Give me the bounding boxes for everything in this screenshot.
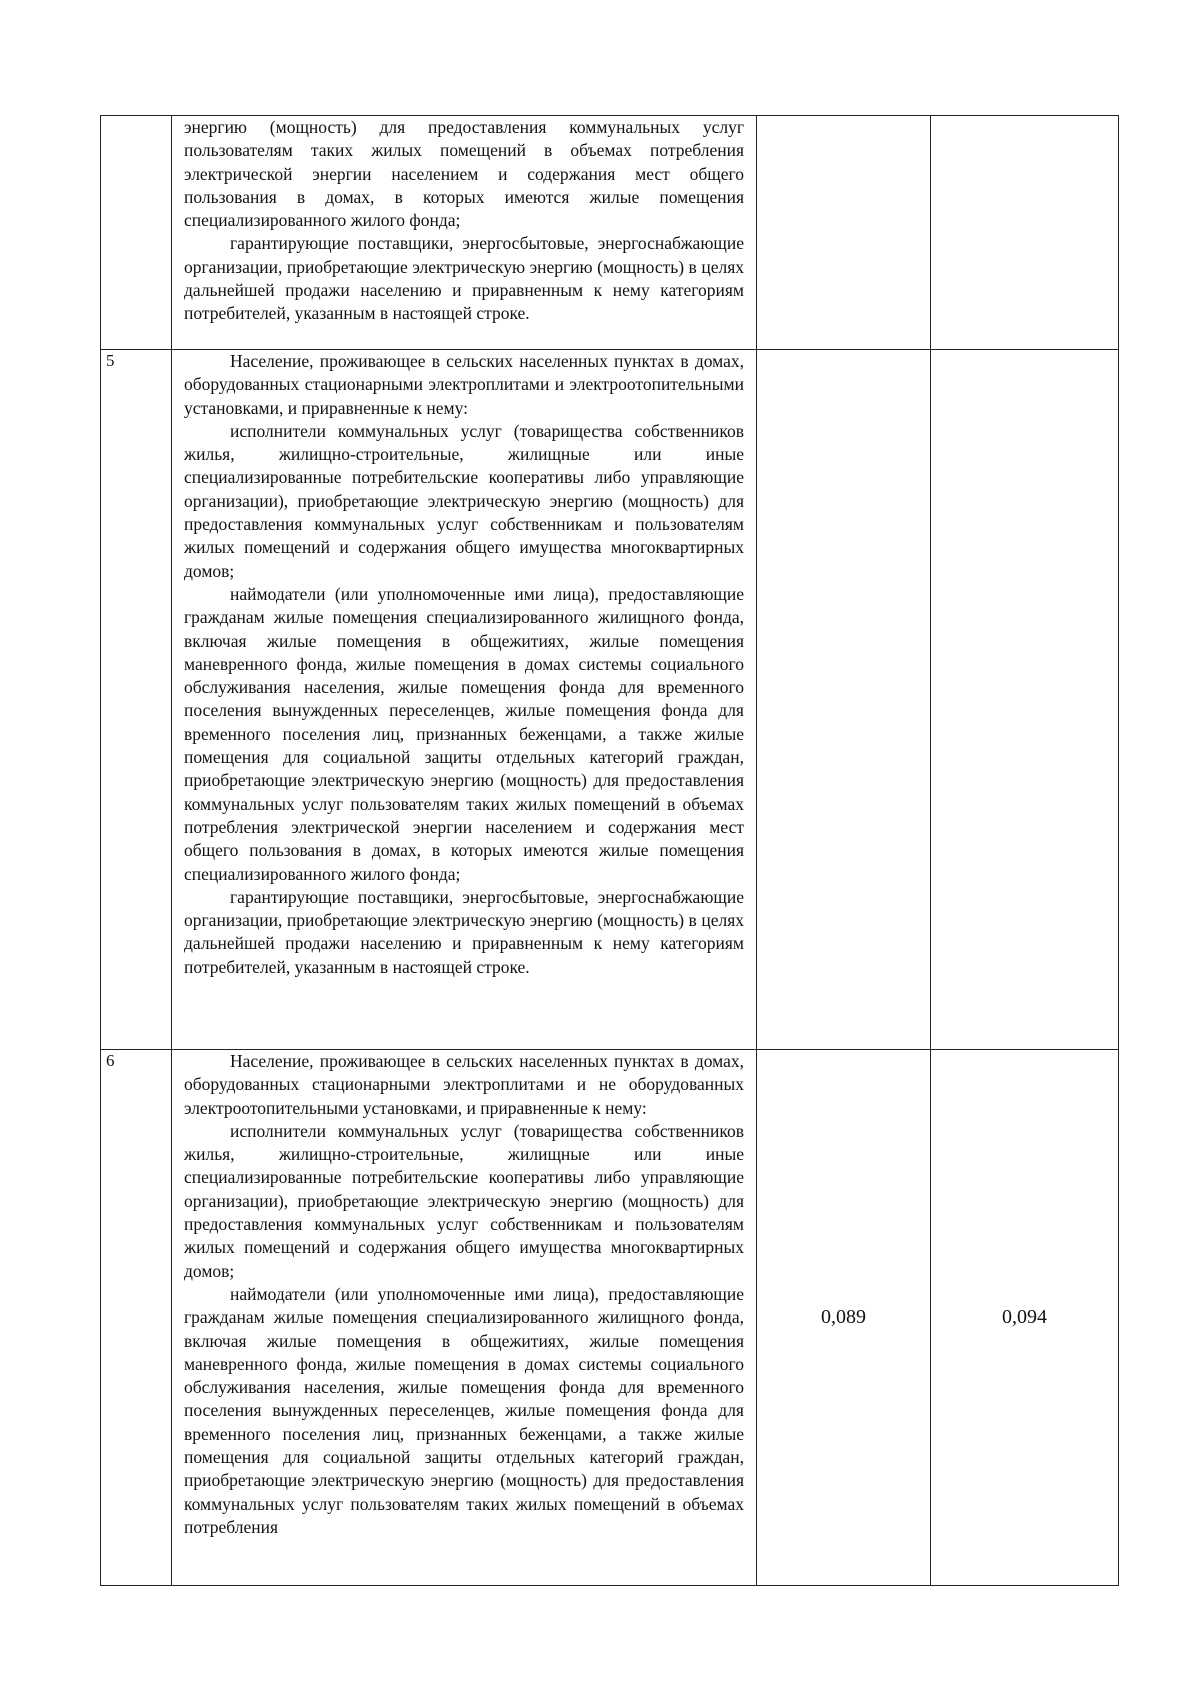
row-number: [101, 116, 172, 350]
row-number: 5: [101, 350, 172, 1050]
paragraph: наймодатели (или уполномоченные ими лица), предоставляющие гражданам жилые помещения специализированного жилищного фонда, включая жилые помещения в общежитиях, жилые помещения маневренного фонда, жилые помещения в домах системы социального обслуживания населения, жилые помещения фонда для временного поселения вынужденных переселенцев, жилые помещения фонда для временного поселения лиц, признанных беженцами, а также жилые помещения для социальной защиты отдельных категорий граждан, приобретающие электрическую энергию (мощность) для предоставления коммунальных услуг пользователям таких жилых помещений в объемах потребления: [184, 1283, 744, 1537]
paragraph: гарантирующие поставщики, энергосбытовые, энергоснабжающие организации, приобретающие электрическую энергию (мощность) в целях дальнейшей продажи населению и приравненным к нему категориям потребителей, указанным в настоящей строке.: [184, 886, 744, 977]
row-description: [172, 350, 757, 1050]
table-row: [101, 350, 1119, 1050]
value-cell-1: 0,089: [757, 1050, 931, 1586]
paragraph: гарантирующие поставщики, энергосбытовые, энергоснабжающие организации, приобретающие электрическую энергию (мощность) в целях дальнейшей продажи населению и приравненным к нему категориям потребителей, указанным в настоящей строке.: [184, 233, 744, 324]
value-cell-2: [931, 350, 1119, 1050]
value-cell-1: [757, 116, 931, 350]
paragraph: исполнители коммунальных услуг (товарищества собственников жилья, жилищно-строительные, жилищные или иные специализированные потребительские кооперативы либо управляющие организации), приобретающие электрическую энергию (мощность) для предоставления коммунальных услуг собственникам и пользователям жилых помещений и содержания общего имущества многоквартирных домов;: [184, 1120, 744, 1281]
paragraph: исполнители коммунальных услуг (товарищества собственников жилья, жилищно-строительные, жилищные или иные специализированные потребительские кооперативы либо управляющие организации), приобретающие электрическую энергию (мощность) для предоставления коммунальных услуг собственникам и пользователям жилых помещений и содержания общего имущества многоквартирных домов;: [184, 420, 744, 581]
row-number: 6: [101, 1050, 172, 1586]
tariff-table: [100, 115, 1119, 1586]
paragraph: Население, проживающее в сельских населенных пунктах в домах, оборудованных стационарными электроплитами и не оборудованных электроотопительными установками, и приравненные к нему:: [184, 1051, 744, 1118]
value-cell-1: [757, 350, 931, 1050]
paragraph: энергию (мощность) для предоставления коммунальных услуг пользователям таких жилых помещений в объемах потребления электрической энергии населением и содержания мест общего пользования в домах, в которых имеются жилые помещения специализированного жилого фонда;: [184, 117, 744, 231]
value-cell-2: [931, 116, 1119, 350]
row-description: [172, 116, 757, 350]
table-row: [101, 116, 1119, 350]
paragraph: наймодатели (или уполномоченные ими лица), предоставляющие гражданам жилые помещения специализированного жилищного фонда, включая жилые помещения в общежитиях, жилые помещения маневренного фонда, жилые помещения в домах системы социального обслуживания населения, жилые помещения фонда для временного поселения вынужденных переселенцев, жилые помещения фонда для временного поселения лиц, признанных беженцами, а также жилые помещения для социальной защиты отдельных категорий граждан, приобретающие электрическую энергию (мощность) для предоставления коммунальных услуг пользователям таких жилых помещений в объемах потребления электрической энергии населением и содержания мест общего пользования в домах, в которых имеются жилые помещения специализированного жилого фонда;: [184, 583, 744, 884]
value-cell-2: 0,094: [931, 1050, 1119, 1586]
table-row: [101, 1050, 1119, 1586]
paragraph: Население, проживающее в сельских населенных пунктах в домах, оборудованных стационарными электроплитами и электроотопительными установками, и приравненные к нему:: [184, 351, 744, 418]
row-description: [172, 1050, 757, 1586]
